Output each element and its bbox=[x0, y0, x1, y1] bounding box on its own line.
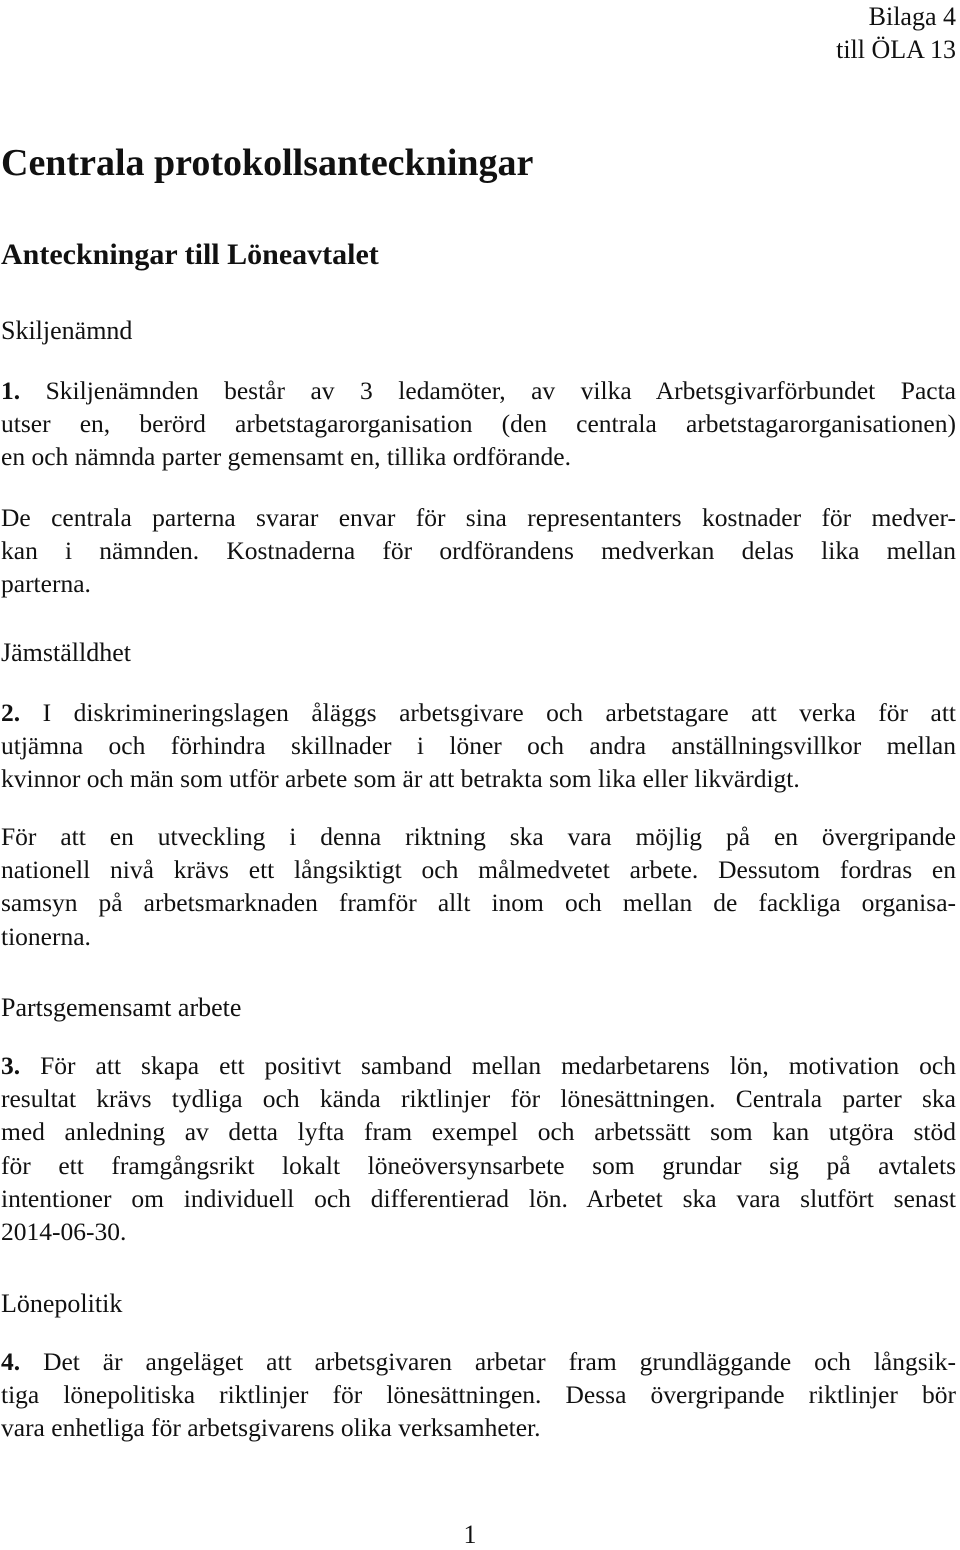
attachment-agreement: till ÖLA 13 bbox=[836, 35, 956, 64]
paragraph-line: samsyn på arbetsmarknaden framför allt inom och mellan de fackliga organisa- bbox=[1, 888, 956, 918]
attachment-reference bbox=[836, 0, 956, 66]
paragraph-line: tiga lönepolitiska riktlinjer för lönesättningen. Dessa övergripande riktlinjer bör bbox=[1, 1380, 956, 1410]
paragraph-line: tionerna. bbox=[1, 921, 91, 951]
paragraph-line: 2. I diskrimineringslagen åläggs arbetsgivare och arbetstagare att verka för att bbox=[1, 698, 957, 727]
section-heading-skiljenamnd: Skiljenämnd bbox=[1, 316, 133, 345]
paragraph-line: intentioner om individuell och differentierad lön. Arbetet ska vara slutfört senast bbox=[1, 1183, 956, 1213]
paragraph-3 bbox=[1, 1049, 956, 1248]
paragraph-2-continued bbox=[1, 820, 956, 953]
paragraph-number: 1. bbox=[1, 376, 21, 405]
section-heading-jamstalldhet: Jämställdhet bbox=[1, 638, 131, 667]
document-subtitle: Anteckningar till Löneavtalet bbox=[1, 238, 379, 271]
paragraph-number: 2. bbox=[1, 698, 21, 727]
paragraph-line: kvinnor och män som utför arbete som är att betrakta som lika eller likvärdigt. bbox=[1, 764, 800, 794]
paragraph-line: en och nämnda parter gemensamt en, tillika ordförande. bbox=[1, 442, 571, 472]
paragraph-2 bbox=[1, 696, 956, 796]
document-title: Centrala protokollsanteckningar bbox=[1, 142, 534, 184]
paragraph-line: för ett framgångsrikt lokalt löneöversynsarbete som grundar sig på avtalets bbox=[1, 1150, 956, 1180]
paragraph-line: utser en, berörd arbetstagarorganisation (den centrala arbetstagarorganisationen) bbox=[1, 409, 956, 439]
paragraph-line: nationell nivå krävs ett långsiktigt och målmedvetet arbete. Dessutom fordras en bbox=[1, 855, 956, 885]
paragraph-line: vara enhetliga för arbetsgivarens olika verksamheter. bbox=[1, 1413, 541, 1443]
paragraph-line: resultat krävs tydliga och kända riktlinjer för lönesättningen. Centrala parter ska bbox=[1, 1084, 956, 1114]
paragraph-line: kan i nämnden. Kostnaderna för ordförandens medverkan delas lika mellan bbox=[1, 536, 956, 566]
page-number: 1 bbox=[463, 1520, 477, 1549]
section-heading-lonepolitik: Lönepolitik bbox=[1, 1289, 123, 1318]
paragraph-line: 1. Skiljenämnden består av 3 ledamöter, av vilka Arbetsgivarförbundet Pacta bbox=[1, 376, 956, 405]
section-heading-partsgemensamt-arbete: Partsgemensamt arbete bbox=[1, 993, 242, 1022]
paragraph-line: 2014-06-30. bbox=[1, 1217, 127, 1247]
attachment-label: Bilaga 4 bbox=[868, 2, 956, 31]
paragraph-number: 4. bbox=[1, 1347, 21, 1376]
paragraph-line: med anledning av detta lyfta fram exempel och arbetssätt som kan utgöra stöd bbox=[1, 1117, 956, 1147]
paragraph-line: För att en utveckling i denna riktning ska vara möjlig på en övergripande bbox=[1, 822, 956, 851]
paragraph-line: 3. För att skapa ett positivt samband mellan medarbetarens lön, motivation och bbox=[1, 1051, 956, 1080]
paragraph-1-continued bbox=[1, 501, 956, 601]
paragraph-line: parterna. bbox=[1, 569, 91, 599]
paragraph-line: 4. Det är angeläget att arbetsgivaren arbetar fram grundläggande och långsik- bbox=[1, 1347, 956, 1376]
paragraph-4 bbox=[1, 1345, 956, 1445]
paragraph-number: 3. bbox=[1, 1051, 21, 1080]
paragraph-line: utjämna och förhindra skillnader i löner och andra anställningsvillkor mellan bbox=[1, 731, 956, 761]
paragraph-line: De centrala parterna svarar envar för sina representanters kostnader för medver- bbox=[1, 503, 956, 532]
paragraph-1 bbox=[1, 374, 956, 474]
